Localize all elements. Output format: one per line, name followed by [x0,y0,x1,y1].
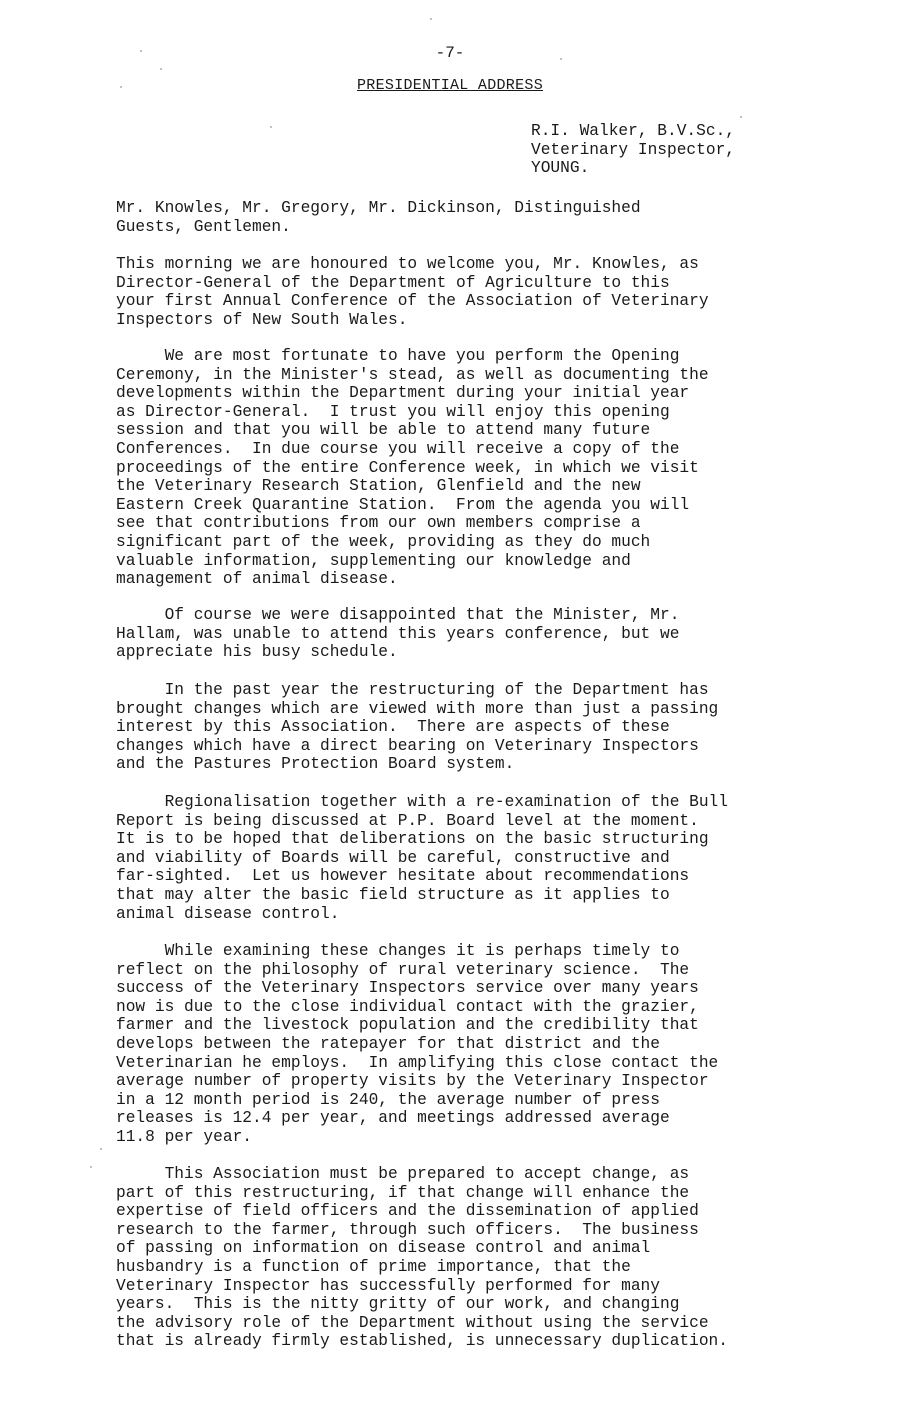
paragraph-line: brought changes which are viewed with more than just a passing [116,699,719,718]
paragraph-line: Inspectors of New South Wales. [116,310,408,329]
paragraph-line: and viability of Boards will be careful, constructive and [116,848,670,867]
paragraph-line: expertise of field officers and the dissemination of applied [116,1202,699,1221]
author-name: R.I. Walker, B.V.Sc., [531,122,735,140]
paragraph-line: developments within the Department during your initial year [116,384,690,403]
paragraph-line: We are most fortunate to have you perform the Opening [116,347,680,365]
paragraph-line: valuable information, supplementing our knowledge and [116,551,631,570]
paragraph-line: session and that you will be able to attend many future [116,421,651,440]
scan-speck [100,1148,102,1150]
paragraph-line: While examining these changes it is perhaps timely to [116,942,680,960]
paragraph-line: part of this restructuring, if that change will enhance the [116,1183,690,1202]
salutation-line: Guests, Gentlemen. [116,217,291,236]
paragraph-line: success of the Veterinary Inspectors service over many years [116,979,699,998]
scan-speck [90,1166,92,1168]
paragraph-line: research to the farmer, through such officers. The business [116,1220,699,1239]
paragraph-line: farmer and the livestock population and the credibility that [116,1016,699,1035]
paragraph-line: Eastern Creek Quarantine Station. From the agenda you will [116,495,690,514]
paragraph-line: husbandry is a function of prime importance, that the [116,1257,631,1276]
paragraph-line: Veterinary Inspector has successfully performed for many [116,1276,660,1295]
scan-speck [140,50,142,52]
page-title: PRESIDENTIAL ADDRESS [356,77,544,94]
salutation [116,199,796,236]
paragraph-line: that may alter the basic field structure as it applies to [116,885,670,904]
paragraph-line: proceedings of the entire Conference week, in which we visit [116,458,699,477]
paragraph-line: interest by this Association. There are aspects of these [116,718,670,737]
author-location: YOUNG. [531,159,590,178]
paragraph-line: Report is being discussed at P.P. Board level at the moment. [116,811,699,830]
paragraph-line: now is due to the close individual contact with the grazier, [116,997,699,1016]
paragraph-line: reflect on the philosophy of rural veterinary science. The [116,960,690,979]
paragraph [116,347,796,589]
paragraph-line: in a 12 month period is 240, the average number of press [116,1090,660,1109]
page-number: -7- [435,44,465,62]
paragraph-line: Veterinarian he employs. In amplifying this close contact the [116,1053,719,1072]
paragraph-line: appreciate his busy schedule. [116,643,398,662]
paragraph-line: and the Pastures Protection Board system. [116,755,515,774]
paragraph-line: management of animal disease. [116,570,398,589]
scan-speck [740,116,742,118]
paragraph-line: Ceremony, in the Minister's stead, as well as documenting the [116,365,709,384]
paragraph-line: as Director-General. I trust you will enjoy this opening [116,402,670,421]
paragraph-line: average number of property visits by the Veterinary Inspector [116,1072,709,1091]
paragraph-line: of passing on information on disease control and animal [116,1239,651,1258]
paragraph [116,606,796,662]
paragraph-line: 11.8 per year. [116,1127,252,1146]
paragraph-line: This morning we are honoured to welcome you, Mr. Knowles, as [116,255,699,273]
paragraph-line: the Veterinary Research Station, Glenfield and the new [116,477,641,496]
paragraph-line: your first Annual Conference of the Association of Veterinary [116,292,709,311]
paragraph-line: Conferences. In due course you will receive a copy of the [116,439,680,458]
scan-speck [430,18,432,20]
paragraph-line: far-sighted. Let us however hesitate about recommendations [116,867,690,886]
paragraph-line: years. This is the nitty gritty of our work, and changing [116,1295,680,1314]
paragraph [116,793,796,923]
scan-speck [560,58,562,60]
paragraph-line: the advisory role of the Department without using the service [116,1313,709,1332]
paragraph-line: Director-General of the Department of Agriculture to this [116,273,670,292]
paragraph-line: Hallam, was unable to attend this years conference, but we [116,624,680,643]
paragraph-line: changes which have a direct bearing on Veterinary Inspectors [116,736,699,755]
paragraph-line: Of course we were disappointed that the Minister, Mr. [116,606,680,624]
paragraph-line: see that contributions from our own members comprise a [116,514,641,533]
salutation-line: Mr. Knowles, Mr. Gregory, Mr. Dickinson, Distinguished [116,199,641,217]
paragraph-line: In the past year the restructuring of the Department has [116,681,709,699]
scan-speck [120,86,122,88]
paragraph [116,942,796,1147]
paragraph-line: significant part of the week, providing as they do much [116,532,651,551]
author-block [531,122,861,178]
paragraph-line: develops between the ratepayer for that district and the [116,1034,660,1053]
paragraph-line: Regionalisation together with a re-examination of the Bull [116,793,728,811]
paragraph-line: that is already firmly established, is unnecessary duplication. [116,1332,728,1351]
paragraph-line: releases is 12.4 per year, and meetings addressed average [116,1109,670,1128]
paragraph-line: This Association must be prepared to accept change, as [116,1165,690,1183]
paragraph [116,255,796,329]
scan-speck [160,68,162,70]
paragraph-line: It is to be hoped that deliberations on the basic structuring [116,830,709,849]
paragraph [116,1165,796,1351]
scan-speck [270,126,272,128]
paragraph-line: animal disease control. [116,904,340,923]
author-title: Veterinary Inspector, [531,140,735,159]
paragraph [116,681,796,774]
